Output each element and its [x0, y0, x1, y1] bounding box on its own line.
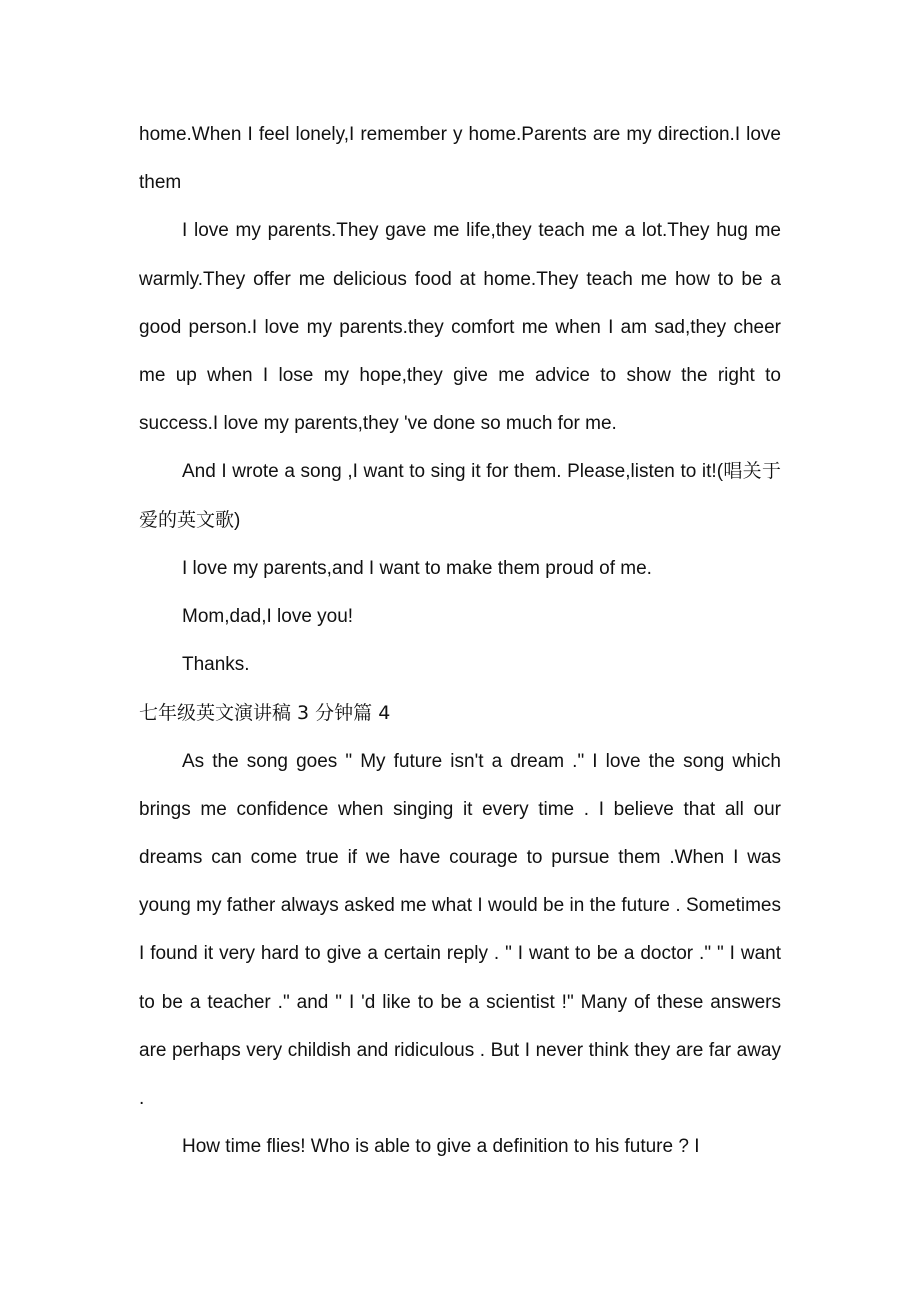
paragraph-make-them-proud: I love my parents,and I want to make them proud of me. — [182, 557, 652, 579]
paragraph-song-goes: As the song goes " My future isn't a dream ." I love the song which brings me confidence when singing it every time . I believe that all our dreams can come true if we have courage to pursue them .When I was young my father always asked me what I would be in the future . Sometimes I found it very hard to give a certain reply . " I want to be a doctor ." " I want to be a teacher ." and " I 'd like to be a scientist !" Many of these answers are perhaps very childish and ridiculous . But I never think they are far away . — [139, 750, 781, 1110]
paragraph-time-flies: How time flies! Who is able to give a definition to his future ? I — [182, 1136, 700, 1158]
paragraph-wrote-a-song: And I wrote a song ,I want to sing it for them. Please,listen to it!(唱关于爱的英文歌) — [139, 461, 781, 531]
paragraph-love-my-parents: I love my parents.They gave me life,they teach me a lot.They hug me warmly.They offer me delicious food at home.They teach me how to be a good person.I love my parents.they comfort me when I am sad,they cheer me up when I lose my hope,they give me advice to show the right to success.I love my parents,they 've done so much for me. — [139, 220, 781, 435]
document-body — [139, 111, 781, 1171]
paragraph-love-them: home.When I feel lonely,I remember y home.Parents are my direction.I love them — [139, 124, 781, 194]
paragraph-mom-dad: Mom,dad,I love you! — [182, 606, 354, 628]
paragraph-thanks: Thanks. — [182, 654, 250, 676]
section-heading: 七年级英文演讲稿 3 分钟篇 4 — [139, 702, 391, 725]
